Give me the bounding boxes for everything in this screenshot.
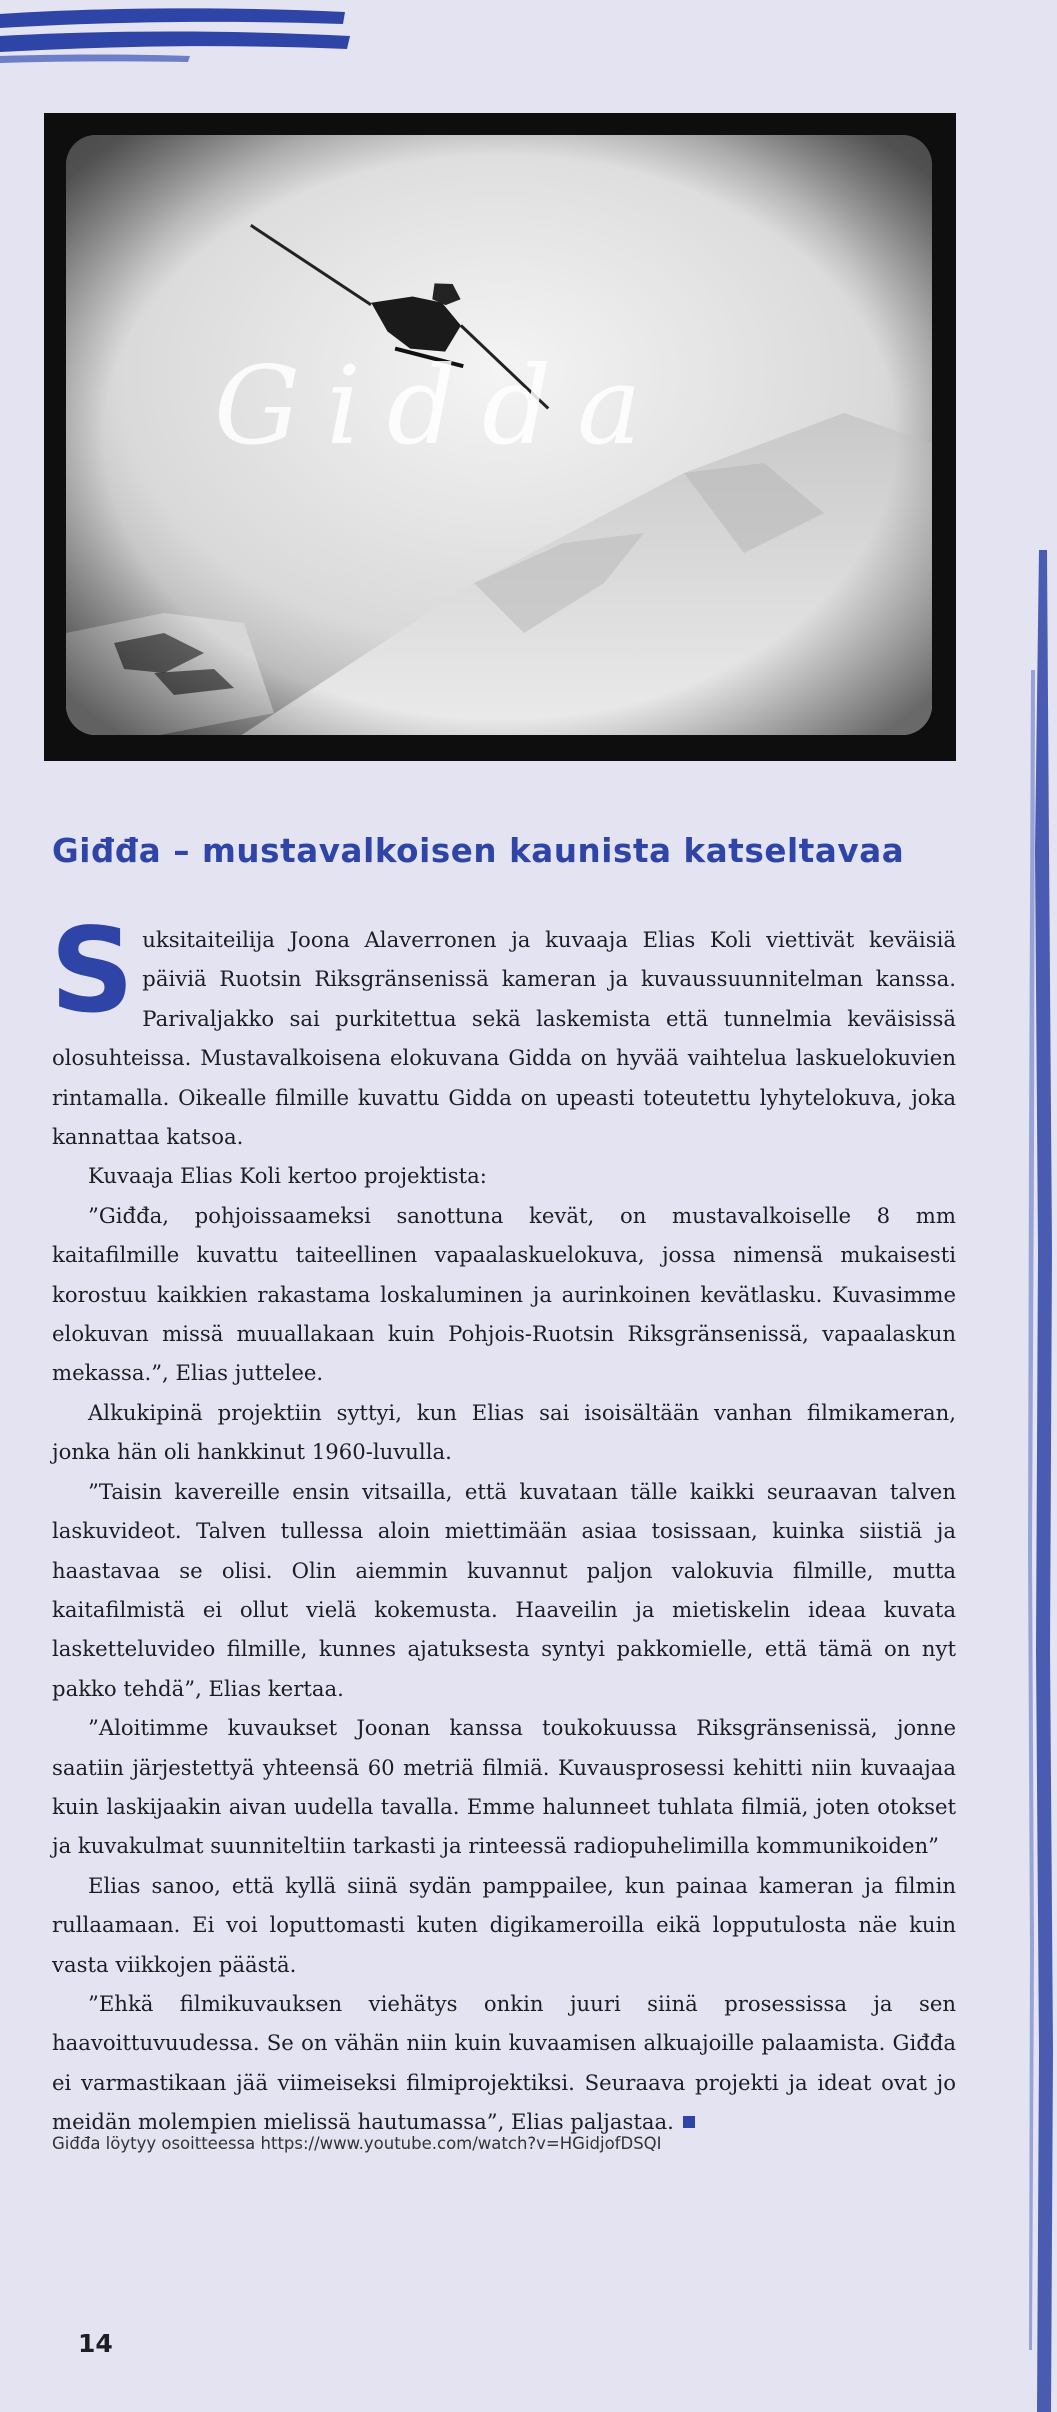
paragraph: Kuvaaja Elias Koli kertoo projektista: <box>88 1163 487 1189</box>
lead-paragraph <box>50 902 956 1156</box>
source-footnote: Giđđa löytyy osoitteessa https://www.youtube.com/watch?v=HGidjofDSQI <box>52 2134 662 2153</box>
final-paragraph <box>52 1984 956 2142</box>
paragraph-text: ”Ehkä filmikuvauksen viehätys onkin juuri siinä prosessissa ja sen haavoittuvuudessa. Se on vähän niin kuin kuvaamisen alkuajoille palaamista. Giđđa ei varmastikaan jää viimeiseksi filmiprojektiksi. Seuraava projekti ja ideat ovat jo meidän molempien mielissä hautumassa”, Elias paljastaa. <box>52 1990 956 2135</box>
drop-cap: S <box>50 902 135 1039</box>
paragraph: ”Giđđa, pohjoissaameksi sanottuna kevät, on mustavalkoiselle 8 mm kaitafilmille kuvattu taiteellinen vapaalaskuelokuva, jossa nimensä mukaisesti korostuu kaikkien rakastama loskaluminen ja aurinkoinen kevätlasku. Kuvasimme elokuvan missä muuallakaan kuin Pohjois-Ruotsin Riksgränsenissä, vapaalaskun mekassa.”, Elias juttelee. <box>52 1202 956 1386</box>
paragraph-text: uksitaiteilija Joona Alaverronen ja kuvaaja Elias Koli viettivät keväisiä päiviä Ruotsin Riksgränsenissä kameran ja kuvaussuunnitelman kanssa. Parivaljakko sai purkitettua sekä laskemista että tunnelmia keväisissä olosuhteissa. Mustavalkoisena elokuvana Gidda on hyvää vaihtelua laskuelokuvien rintamalla. Oikealle filmille kuvattu Gidda on upeasti toteutettu lyhytelokuva, joka kannattaa katsoa. <box>52 927 956 1150</box>
article-body <box>50 902 956 2142</box>
brush-stroke-right <box>1017 550 1057 2412</box>
paragraph: ”Aloitimme kuvaukset Joonan kanssa toukokuussa Riksgränsenissä, jonne saatiin järjestettyä yhteensä 60 metriä filmiä. Kuvausprosessi kehitti niin kuvaajaa kuin laskijaakin aivan uudella tavalla. Emme halunneet tuhlata filmiä, joten otokset ja kuvakulmat suunniteltiin tarkasti ja rinteessä radiopuhelimilla kommunikoiden” <box>52 1715 956 1859</box>
paragraph: Elias sanoo, että kyllä siinä sydän pamppailee, kun painaa kameran ja filmin rullaamaan. Ei voi loputtomasti kuten digikameroilla eikä lopputulosta näe kuin vasta viikkojen päästä. <box>52 1872 956 1977</box>
film-still-photo <box>44 113 956 761</box>
paragraph: ”Taisin kavereille ensin vitsailla, että kuvataan tälle kaikki seuraavan talven laskuvideot. Talven tullessa aloin miettimään asiaa tosissaan, kuinka siistiä ja haastavaa se olisi. Olin aiemmin kuvannut paljon valokuvia filmille, mutta kaitafilmistä ei ollut vielä kokemusta. Haaveilin ja mietiskelin ideaa kuvata lasketteluvideo filmille, kunnes ajatuksesta syntyi pakkomielle, että tämä on nyt pakko tehdä”, Elias kertaa. <box>52 1478 956 1701</box>
brush-stroke-top <box>0 0 360 70</box>
paragraph: Alkukipinä projektiin syttyi, kun Elias sai isoisältään vanhan filmikameran, jonka hän oli hankkinut 1960-luvulla. <box>52 1399 956 1465</box>
page-number: 14 <box>78 2329 113 2358</box>
end-square-icon <box>683 2116 695 2128</box>
article-headline: Giđđa – mustavalkoisen kaunista katseltavaa <box>52 832 905 870</box>
